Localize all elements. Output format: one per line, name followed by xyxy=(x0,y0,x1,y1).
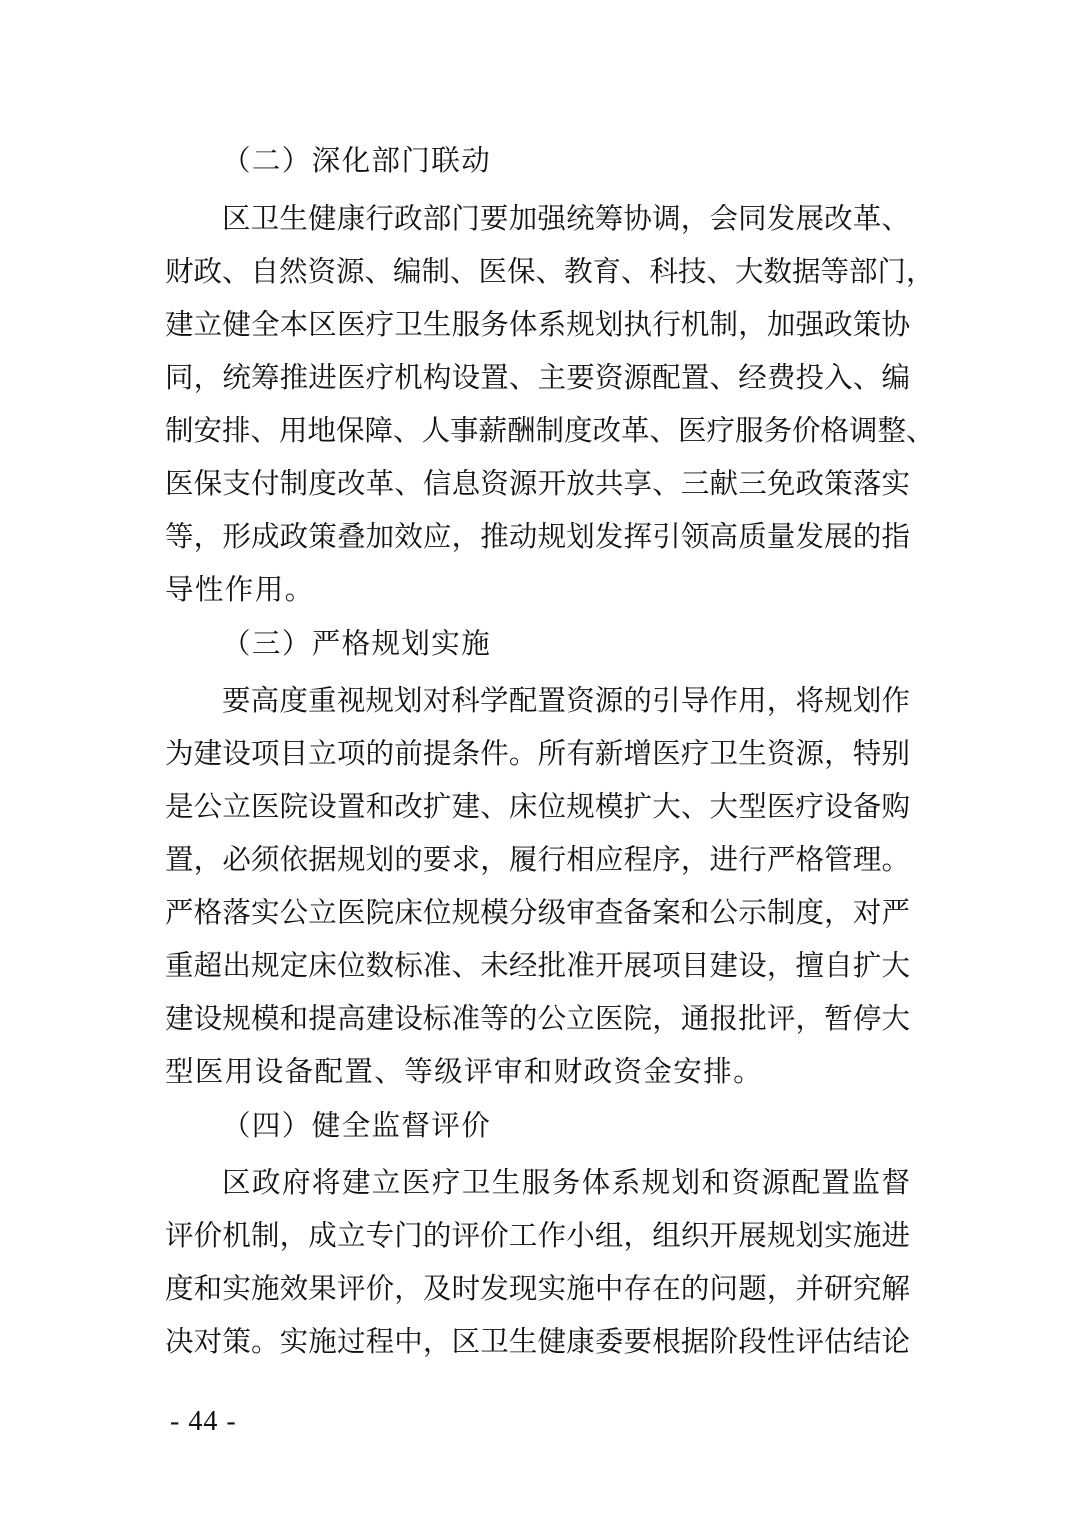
paragraph-line: 同，统筹推进医疗机构设置、主要资源配置、经费投入、编 xyxy=(165,361,910,394)
paragraph-line: 重超出规定床位数标准、未经批准开展项目建设，擅自扩大 xyxy=(165,949,910,982)
page-number: - 44 - xyxy=(170,1406,237,1437)
paragraph-line: 制安排、用地保障、人事薪酬制度改革、医疗服务价格调整、 xyxy=(165,414,935,447)
paragraph-line: 决对策。实施过程中，区卫生健康委要根据阶段性评估结论 xyxy=(165,1325,910,1358)
paragraph-line: 医保支付制度改革、信息资源开放共享、三献三免政策落实 xyxy=(165,467,910,500)
paragraph-line: 要高度重视规划对科学配置资源的引导作用，将规划作 xyxy=(222,684,910,717)
paragraph-line: 区政府将建立医疗卫生服务体系规划和资源配置监督 xyxy=(222,1166,910,1199)
paragraph-line: 为建设项目立项的前提条件。所有新增医疗卫生资源，特别 xyxy=(165,737,910,770)
paragraph-line: 建立健全本区医疗卫生服务体系规划执行机制，加强政策协 xyxy=(165,308,910,341)
paragraph-line: 严格落实公立医院床位规模分级审查备案和公示制度，对严 xyxy=(165,896,910,929)
paragraph-line: 等，形成政策叠加效应，推动规划发挥引领高质量发展的指 xyxy=(165,520,910,553)
paragraph-line: 评价机制，成立专门的评价工作小组，组织开展规划实施进 xyxy=(165,1219,910,1252)
paragraph-line: 区卫生健康行政部门要加强统筹协调，会同发展改革、 xyxy=(222,202,910,235)
section-heading-2: （二）深化部门联动 xyxy=(222,144,492,177)
paragraph-line: 度和实施效果评价，及时发现实施中存在的问题，并研究解 xyxy=(165,1272,910,1305)
paragraph-line: 导性作用。 xyxy=(165,573,315,606)
paragraph-line: 型医用设备配置、等级评审和财政资金安排。 xyxy=(165,1055,764,1088)
paragraph-line: 建设规模和提高建设标准等的公立医院，通报批评，暂停大 xyxy=(165,1002,910,1035)
paragraph-line: 财政、自然资源、编制、医保、教育、科技、大数据等部门， xyxy=(165,255,935,288)
section-heading-4: （四）健全监督评价 xyxy=(222,1109,492,1142)
paragraph-line: 置，必须依据规划的要求，履行相应程序，进行严格管理。 xyxy=(165,843,910,876)
section-heading-3: （三）严格规划实施 xyxy=(222,627,492,660)
paragraph-line: 是公立医院设置和改扩建、床位规模扩大、大型医疗设备购 xyxy=(165,790,910,823)
